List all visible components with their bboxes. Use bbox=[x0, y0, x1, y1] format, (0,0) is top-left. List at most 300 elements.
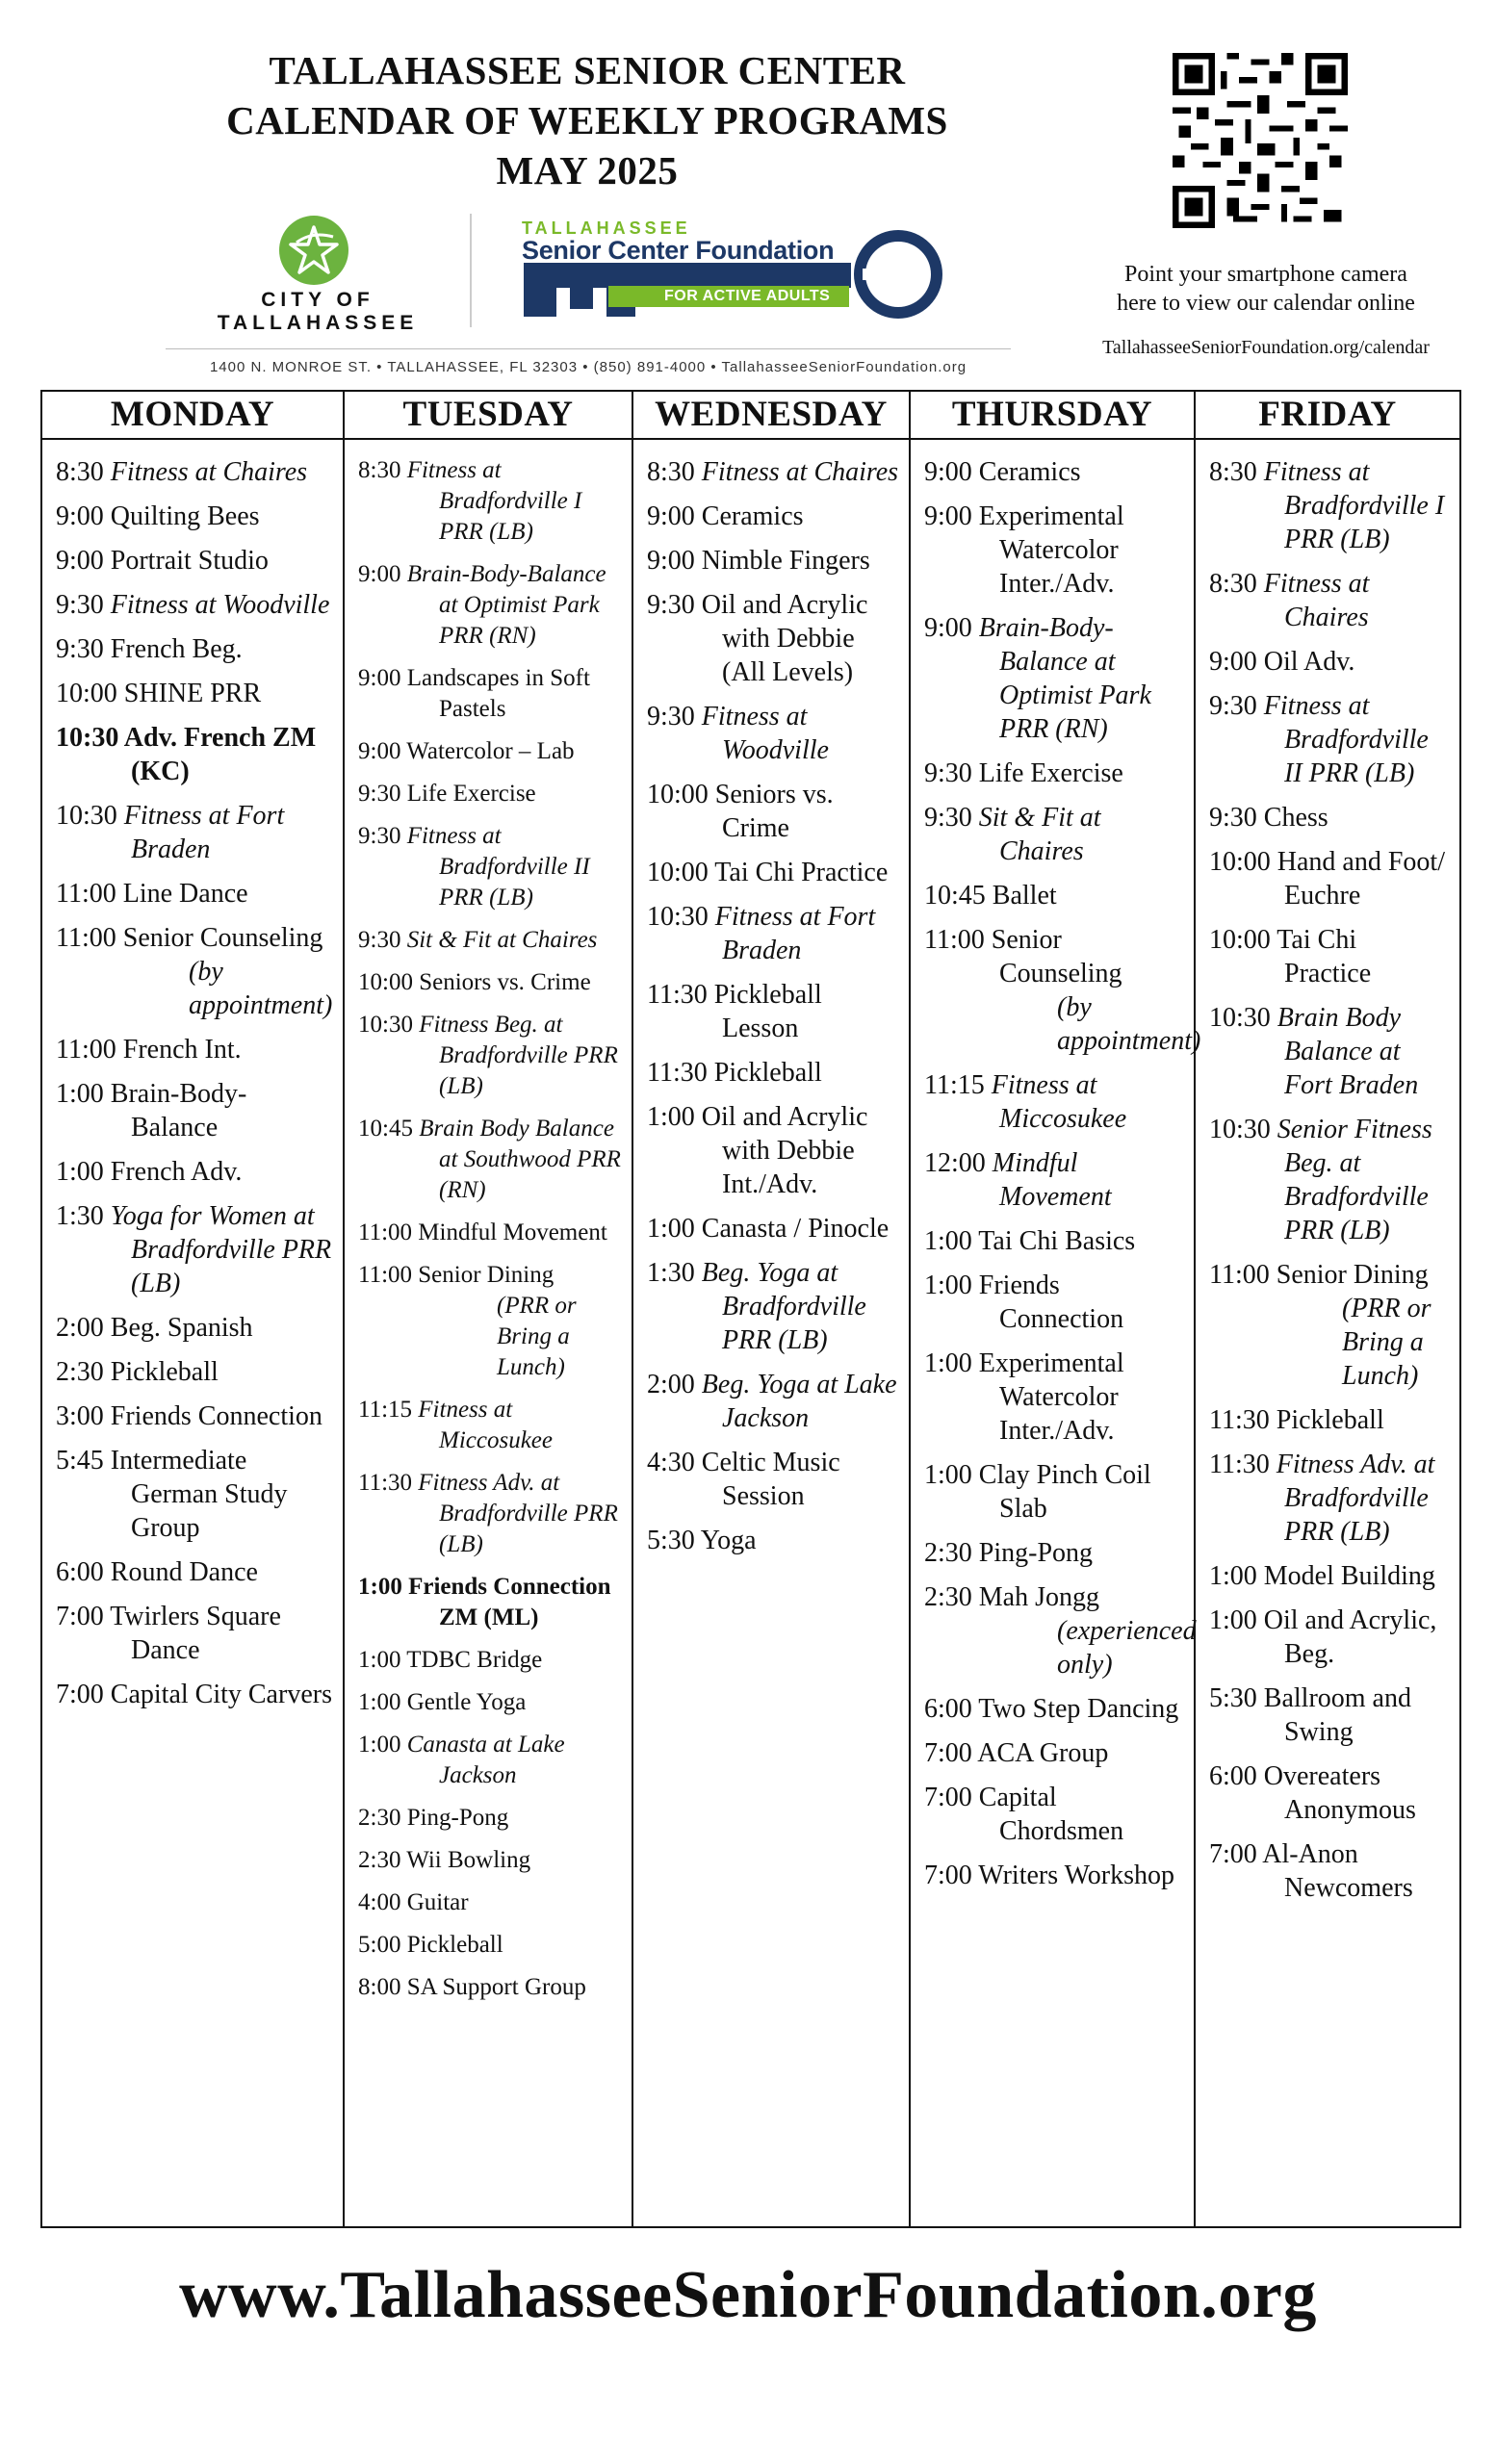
title-line-1: TALLAHASSEE SENIOR CENTER bbox=[269, 48, 906, 92]
program-time: 11:00 bbox=[56, 923, 123, 953]
program-name: Canasta / Pinocle bbox=[701, 1214, 890, 1244]
program-entry bbox=[358, 1010, 622, 1102]
program-time: 11:30 bbox=[647, 980, 714, 1010]
program-time: 10:30 bbox=[358, 1012, 420, 1038]
column-monday bbox=[42, 392, 343, 2226]
city-logo-line-2: TALLAHASSEE bbox=[217, 312, 419, 334]
program-name: Ping-Pong bbox=[406, 1805, 509, 1831]
program-time: 1:00 bbox=[647, 1214, 702, 1244]
column-wednesday bbox=[632, 392, 909, 2226]
program-entry bbox=[358, 1218, 622, 1248]
program-entry bbox=[1209, 1258, 1450, 1393]
program-entry bbox=[1209, 689, 1450, 790]
program-time: 10:30 bbox=[56, 801, 124, 831]
program-entry bbox=[56, 544, 333, 578]
program-entry bbox=[358, 1803, 622, 1834]
program-entry bbox=[56, 1199, 333, 1300]
program-time: 10:30 bbox=[56, 723, 124, 753]
program-time: 10:00 bbox=[1209, 847, 1277, 877]
foundation-logo bbox=[520, 217, 982, 332]
program-name: Ceramics bbox=[978, 457, 1081, 487]
program-time: 10:00 bbox=[647, 780, 715, 809]
qr-url-link[interactable]: TallahasseeSeniorFoundation.org/calendar bbox=[1102, 337, 1430, 358]
program-name: Yoga for Women at Bradfordville PRR (LB) bbox=[110, 1201, 332, 1298]
program-time: 2:00 bbox=[56, 1313, 111, 1343]
program-time: 6:00 bbox=[1209, 1761, 1264, 1791]
program-name: French Beg. bbox=[110, 634, 243, 664]
program-time: 10:00 bbox=[647, 858, 715, 887]
program-name: Oil and Acrylic with Debbie (All Levels) bbox=[701, 590, 868, 687]
program-time: 11:15 bbox=[924, 1070, 992, 1100]
program-name: Twirlers Square Dance bbox=[110, 1602, 281, 1665]
program-entry bbox=[924, 1580, 1197, 1681]
program-name: Fitness at Bradfordville II PRR (LB) bbox=[406, 823, 590, 911]
program-time: 2:30 bbox=[56, 1357, 111, 1387]
program-name: Wii Bowling bbox=[406, 1847, 531, 1873]
program-time: 9:00 bbox=[924, 501, 979, 531]
program-entry bbox=[56, 1077, 333, 1144]
program-time: 9:00 bbox=[358, 665, 407, 691]
program-name: Pickleball bbox=[406, 1932, 503, 1958]
program-name: Brain Body Balance at Fort Braden bbox=[1277, 1003, 1419, 1100]
program-time: 11:00 bbox=[56, 879, 123, 909]
program-time: 11:00 bbox=[56, 1035, 123, 1065]
program-name: Fitness at Fort Braden bbox=[714, 902, 876, 965]
program-time: 1:00 bbox=[1209, 1605, 1264, 1635]
program-entry bbox=[647, 1256, 899, 1357]
program-note: (PRR or Bring a Lunch) bbox=[1342, 1294, 1432, 1391]
program-entry bbox=[924, 1736, 1184, 1770]
program-name: Fitness at Bradfordville II PRR (LB) bbox=[1263, 691, 1429, 788]
program-entry bbox=[56, 1555, 333, 1589]
program-name: Mindful Movement bbox=[418, 1219, 607, 1245]
program-entry bbox=[647, 900, 899, 967]
program-entry bbox=[358, 1930, 622, 1961]
program-entry bbox=[1209, 845, 1450, 912]
foundation-logo-tagline: FOR ACTIVE ADULTS bbox=[664, 288, 831, 304]
program-name: Mah Jongg bbox=[978, 1582, 1100, 1612]
program-name: Beg. Spanish bbox=[110, 1313, 253, 1343]
weekly-calendar-table bbox=[40, 390, 1461, 2228]
program-entry bbox=[358, 663, 622, 725]
program-name: Fitness at Miccosukee bbox=[991, 1070, 1127, 1134]
program-name: Writers Workshop bbox=[978, 1861, 1175, 1890]
program-entry bbox=[56, 721, 333, 788]
program-time: 2:30 bbox=[924, 1538, 979, 1568]
title-line-2: CALENDAR OF WEEKLY PROGRAMS bbox=[226, 98, 948, 142]
program-entry bbox=[1209, 923, 1450, 990]
program-entry bbox=[1209, 1837, 1450, 1905]
program-time: 9:00 bbox=[647, 501, 702, 531]
program-entry bbox=[358, 1468, 622, 1560]
program-entry bbox=[924, 1859, 1184, 1892]
program-entry bbox=[924, 1781, 1184, 1848]
foundation-logo-name: Senior Center Foundation bbox=[522, 236, 835, 265]
program-time: 10:30 bbox=[1209, 1003, 1277, 1033]
program-name: Senior Counseling bbox=[991, 925, 1122, 988]
program-entry bbox=[56, 1355, 333, 1389]
logo-divider bbox=[470, 214, 472, 327]
program-entry bbox=[924, 1347, 1184, 1448]
program-time: 8:30 bbox=[1209, 457, 1264, 487]
program-name: Canasta at Lake Jackson bbox=[406, 1732, 565, 1788]
program-time: 11:00 bbox=[358, 1219, 419, 1245]
program-time: 9:00 bbox=[924, 613, 979, 643]
program-time: 9:30 bbox=[1209, 803, 1264, 833]
program-entry bbox=[56, 1033, 333, 1066]
program-name: Ceramics bbox=[701, 501, 804, 531]
program-time: 8:30 bbox=[1209, 569, 1264, 599]
program-entry bbox=[647, 1524, 899, 1557]
program-time: 11:00 bbox=[1209, 1260, 1277, 1290]
program-time: 10:00 bbox=[358, 969, 420, 995]
day-header: WEDNESDAY bbox=[633, 392, 909, 440]
program-name: Fitness at Chaires bbox=[110, 457, 308, 487]
program-entry bbox=[358, 967, 622, 998]
program-time: 10:00 bbox=[56, 679, 124, 708]
program-time: 8:00 bbox=[358, 1974, 407, 2000]
program-entry bbox=[358, 1730, 622, 1791]
program-time: 2:00 bbox=[647, 1370, 702, 1399]
program-time: 4:00 bbox=[358, 1889, 407, 1915]
program-entry bbox=[1209, 1681, 1450, 1749]
program-name: Al-Anon Newcomers bbox=[1262, 1839, 1413, 1903]
program-name: Quilting Bees bbox=[110, 501, 260, 531]
program-entry bbox=[1209, 567, 1450, 634]
program-entry bbox=[1209, 1448, 1450, 1549]
program-name: Pickleball bbox=[110, 1357, 219, 1387]
program-time: 9:00 bbox=[358, 738, 407, 764]
address-rule bbox=[166, 348, 1011, 349]
program-entry bbox=[647, 588, 899, 689]
program-entry bbox=[1209, 1604, 1450, 1671]
program-time: 9:30 bbox=[1209, 691, 1264, 721]
program-name: SHINE PRR bbox=[123, 679, 262, 708]
program-time: 6:00 bbox=[56, 1557, 111, 1587]
program-entry bbox=[56, 921, 333, 1022]
program-time: 9:00 bbox=[647, 546, 702, 576]
program-entry bbox=[56, 1678, 333, 1711]
column-thursday bbox=[909, 392, 1201, 2226]
program-entry bbox=[924, 801, 1184, 868]
program-entry bbox=[647, 455, 899, 489]
program-entry bbox=[56, 588, 333, 622]
program-name: Fitness at Chaires bbox=[701, 457, 899, 487]
program-name: Portrait Studio bbox=[110, 546, 269, 576]
program-time: 7:00 bbox=[56, 1602, 111, 1631]
program-entry bbox=[358, 1395, 622, 1456]
program-name: Fitness at Woodville bbox=[701, 702, 829, 765]
program-name: Round Dance bbox=[110, 1557, 258, 1587]
program-time: 5:30 bbox=[1209, 1683, 1264, 1713]
program-entry bbox=[924, 1068, 1184, 1136]
program-time: 3:00 bbox=[56, 1401, 111, 1431]
program-name: SA Support Group bbox=[406, 1974, 586, 2000]
program-note: (PRR or Bring a Lunch) bbox=[497, 1293, 577, 1380]
program-name: ACA Group bbox=[977, 1738, 1109, 1768]
program-entry bbox=[647, 700, 899, 767]
program-name: TDBC Bridge bbox=[406, 1647, 543, 1673]
program-time: 7:00 bbox=[56, 1680, 111, 1709]
program-entry bbox=[924, 611, 1184, 746]
program-time: 11:00 bbox=[358, 1262, 419, 1288]
program-time: 7:00 bbox=[924, 1783, 979, 1812]
program-entry bbox=[358, 1645, 622, 1676]
program-name: Line Dance bbox=[122, 879, 248, 909]
program-entry bbox=[647, 856, 899, 889]
program-time: 7:00 bbox=[924, 1861, 979, 1890]
title-line-3: MAY 2025 bbox=[496, 148, 679, 192]
program-time: 10:30 bbox=[647, 902, 715, 932]
program-entry bbox=[56, 877, 333, 911]
program-name: Adv. French ZM (KC) bbox=[123, 723, 317, 786]
program-name: Oil and Acrylic with Debbie Int./Adv. bbox=[701, 1102, 868, 1199]
program-time: 9:30 bbox=[56, 590, 111, 620]
program-name: Chess bbox=[1263, 803, 1328, 833]
program-entry bbox=[56, 1399, 333, 1433]
program-time: 10:00 bbox=[1209, 925, 1277, 955]
program-entry bbox=[1209, 645, 1450, 679]
program-name: Seniors vs. Crime bbox=[419, 969, 591, 995]
program-name: Senior Dining bbox=[418, 1262, 555, 1288]
program-name: Pickleball bbox=[713, 1058, 822, 1088]
program-entry bbox=[358, 1114, 622, 1206]
day-entries bbox=[633, 440, 909, 1557]
program-time: 1:00 bbox=[358, 1732, 407, 1758]
program-time: 4:30 bbox=[647, 1448, 702, 1477]
column-friday bbox=[1194, 392, 1459, 2226]
program-time: 2:30 bbox=[358, 1847, 407, 1873]
program-name: Experimental Watercolor Inter./Adv. bbox=[978, 1348, 1124, 1446]
program-time: 9:30 bbox=[647, 590, 702, 620]
program-time: 9:00 bbox=[56, 501, 111, 531]
program-entry bbox=[1209, 801, 1450, 834]
program-entry bbox=[358, 1687, 622, 1718]
program-entry bbox=[647, 1100, 899, 1201]
city-logo-text bbox=[183, 289, 452, 335]
day-header: MONDAY bbox=[42, 392, 343, 440]
program-time: 5:30 bbox=[647, 1526, 701, 1555]
program-entry bbox=[924, 1536, 1184, 1570]
program-entry bbox=[924, 1224, 1184, 1258]
program-name: Guitar bbox=[406, 1889, 469, 1915]
program-name: Intermediate German Study Group bbox=[110, 1446, 288, 1543]
program-entry bbox=[924, 1146, 1184, 1214]
program-time: 1:00 bbox=[56, 1079, 111, 1109]
day-entries bbox=[911, 440, 1201, 1892]
program-time: 5:45 bbox=[56, 1446, 111, 1476]
program-name: Yoga bbox=[700, 1526, 757, 1555]
program-time: 2:30 bbox=[358, 1805, 407, 1831]
program-time: 9:00 bbox=[1209, 647, 1264, 677]
program-name: Brain-Body-Balance at Optimist Park PRR (RN) bbox=[978, 613, 1151, 744]
program-entry bbox=[56, 632, 333, 666]
program-name: Fitness at Bradfordville I PRR (LB) bbox=[1263, 457, 1445, 554]
program-entry bbox=[56, 677, 333, 710]
program-entry bbox=[647, 978, 899, 1045]
program-time: 10:30 bbox=[1209, 1115, 1277, 1144]
qr-caption-line-2: here to view our calendar online bbox=[1117, 291, 1415, 316]
program-time: 11:00 bbox=[924, 925, 992, 955]
program-entry bbox=[56, 455, 333, 489]
program-name: Experimental Watercolor Inter./Adv. bbox=[978, 501, 1124, 599]
program-name: Capital City Carvers bbox=[110, 1680, 332, 1709]
program-time: 1:00 bbox=[924, 1460, 979, 1490]
program-time: 1:00 bbox=[924, 1226, 979, 1256]
program-entry bbox=[924, 1269, 1184, 1336]
program-time: 1:30 bbox=[647, 1258, 702, 1288]
program-time: 1:00 bbox=[358, 1647, 407, 1673]
program-name: Fitness at Miccosukee bbox=[418, 1397, 553, 1453]
program-entry bbox=[358, 559, 622, 652]
program-name: Fitness Beg. at Bradfordville PRR (LB) bbox=[419, 1012, 618, 1099]
program-name: Gentle Yoga bbox=[406, 1689, 527, 1715]
qr-caption bbox=[1088, 260, 1444, 318]
program-note: (experienced only) bbox=[1057, 1616, 1197, 1680]
program-entry bbox=[647, 1446, 899, 1513]
program-name: Friends Connection bbox=[978, 1270, 1124, 1334]
program-note: (by appointment) bbox=[189, 957, 333, 1020]
program-name: Hand and Foot/ Euchre bbox=[1277, 847, 1445, 911]
program-name: Brain-Body-Balance at Optimist Park PRR (RN) bbox=[406, 561, 606, 649]
program-name: Sit & Fit at Chaires bbox=[406, 927, 598, 953]
program-name: Capital Chordsmen bbox=[978, 1783, 1124, 1846]
city-star-logo-icon bbox=[277, 214, 350, 287]
program-time: 7:00 bbox=[924, 1738, 978, 1768]
program-entry bbox=[924, 879, 1184, 912]
program-entry bbox=[1209, 1403, 1450, 1437]
program-name: French Int. bbox=[122, 1035, 242, 1065]
city-logo-line-1: CITY OF bbox=[261, 289, 374, 311]
program-entry bbox=[358, 1572, 622, 1633]
program-entry bbox=[358, 736, 622, 767]
footer-website-link[interactable]: www.TallahasseeSeniorFoundation.org bbox=[179, 2258, 1317, 2332]
program-time: 9:00 bbox=[924, 457, 979, 487]
program-time: 1:00 bbox=[56, 1157, 111, 1187]
program-time: 9:30 bbox=[56, 634, 111, 664]
program-time: 11:15 bbox=[358, 1397, 419, 1423]
program-time: 10:45 bbox=[358, 1116, 420, 1142]
program-name: Fitness at Chaires bbox=[1263, 569, 1370, 632]
address-line: 1400 N. MONROE ST. • TALLAHASSEE, FL 32303 • (850) 891-4000 • TallahasseeSeniorFoundation.org bbox=[209, 359, 967, 375]
program-entry bbox=[924, 757, 1184, 790]
qr-code-icon[interactable] bbox=[1173, 53, 1348, 228]
program-entry bbox=[647, 778, 899, 845]
program-time: 1:30 bbox=[56, 1201, 111, 1231]
program-time: 7:00 bbox=[1209, 1839, 1263, 1869]
program-name: French Adv. bbox=[110, 1157, 243, 1187]
program-name: Oil and Acrylic, Beg. bbox=[1263, 1605, 1437, 1669]
program-name: Oil Adv. bbox=[1263, 647, 1355, 677]
program-time: 9:30 bbox=[924, 758, 979, 788]
program-entry bbox=[1209, 455, 1450, 556]
program-name: Fitness at Fort Braden bbox=[123, 801, 285, 864]
program-entry bbox=[924, 1692, 1184, 1726]
day-header: THURSDAY bbox=[911, 392, 1194, 440]
program-entry bbox=[1209, 1113, 1450, 1247]
program-entry bbox=[924, 455, 1184, 489]
program-name: Model Building bbox=[1263, 1561, 1435, 1591]
program-time: 9:00 bbox=[56, 546, 111, 576]
program-name: Brain-Body-Balance bbox=[110, 1079, 247, 1142]
program-name: Life Exercise bbox=[978, 758, 1123, 788]
program-name: Sit & Fit at Chaires bbox=[978, 803, 1101, 866]
program-name: Senior Counseling bbox=[122, 923, 323, 953]
program-entry bbox=[1209, 1759, 1450, 1827]
program-time: 12:00 bbox=[924, 1148, 993, 1178]
program-entry bbox=[647, 500, 899, 533]
day-header: FRIDAY bbox=[1196, 392, 1459, 440]
program-entry bbox=[358, 779, 622, 809]
program-name: Seniors vs. Crime bbox=[714, 780, 834, 843]
program-time: 10:45 bbox=[924, 881, 993, 911]
program-name: Ballroom and Swing bbox=[1263, 1683, 1411, 1747]
program-entry bbox=[924, 1458, 1184, 1526]
day-entries bbox=[42, 440, 343, 1711]
program-entry bbox=[647, 1368, 899, 1435]
program-time: 1:00 bbox=[924, 1348, 979, 1378]
program-time: 2:30 bbox=[924, 1582, 979, 1612]
program-note: (by appointment) bbox=[1057, 992, 1201, 1056]
qr-caption-line-1: Point your smartphone camera bbox=[1124, 262, 1407, 287]
program-time: 1:00 bbox=[924, 1270, 979, 1300]
program-name: Pickleball bbox=[1276, 1405, 1384, 1435]
program-time: 9:30 bbox=[647, 702, 702, 732]
program-entry bbox=[358, 925, 622, 956]
program-time: 8:30 bbox=[56, 457, 111, 487]
program-name: Senior Dining bbox=[1276, 1260, 1429, 1290]
program-entry bbox=[56, 1155, 333, 1189]
program-entry bbox=[924, 923, 1201, 1058]
program-name: Fitness at Woodville bbox=[110, 590, 330, 620]
program-time: 8:30 bbox=[358, 457, 407, 483]
day-header: TUESDAY bbox=[345, 392, 632, 440]
program-time: 11:30 bbox=[1209, 1405, 1277, 1435]
program-entry bbox=[56, 1311, 333, 1345]
program-name: Mindful Movement bbox=[992, 1148, 1112, 1212]
program-time: 11:30 bbox=[647, 1058, 714, 1088]
program-name: Ping-Pong bbox=[978, 1538, 1094, 1568]
program-name: Landscapes in Soft Pastels bbox=[406, 665, 590, 722]
program-entry bbox=[1209, 1559, 1450, 1593]
program-entry bbox=[56, 500, 333, 533]
program-name: Fitness Adv. at Bradfordville PRR (LB) bbox=[418, 1470, 618, 1557]
program-entry bbox=[358, 1845, 622, 1876]
program-name: Ballet bbox=[992, 881, 1057, 911]
program-name: Celtic Music Session bbox=[701, 1448, 840, 1511]
program-name: Tai Chi Basics bbox=[978, 1226, 1136, 1256]
program-time: 9:30 bbox=[924, 803, 979, 833]
program-entry bbox=[1209, 1001, 1450, 1102]
program-time: 1:00 bbox=[358, 1689, 407, 1715]
program-time: 9:00 bbox=[358, 561, 407, 587]
program-time: 11:30 bbox=[1209, 1450, 1277, 1479]
program-name: Overeaters Anonymous bbox=[1263, 1761, 1416, 1825]
program-name: Brain Body Balance at Southwood PRR (RN) bbox=[419, 1116, 621, 1203]
program-entry bbox=[358, 1260, 622, 1383]
program-name: Friends Connection ZM (ML) bbox=[408, 1574, 611, 1630]
program-name: Friends Connection bbox=[110, 1401, 322, 1431]
program-name: Beg. Yoga at Lake Jackson bbox=[701, 1370, 897, 1433]
program-time: 1:00 bbox=[647, 1102, 702, 1132]
program-name: Two Step Dancing bbox=[978, 1694, 1179, 1724]
program-entry bbox=[358, 1972, 622, 2003]
program-name: Clay Pinch Coil Slab bbox=[978, 1460, 1151, 1524]
program-entry bbox=[56, 799, 333, 866]
program-time: 9:30 bbox=[358, 823, 407, 849]
program-time: 11:30 bbox=[358, 1470, 419, 1496]
program-name: Fitness at Bradfordville I PRR (LB) bbox=[406, 457, 582, 545]
